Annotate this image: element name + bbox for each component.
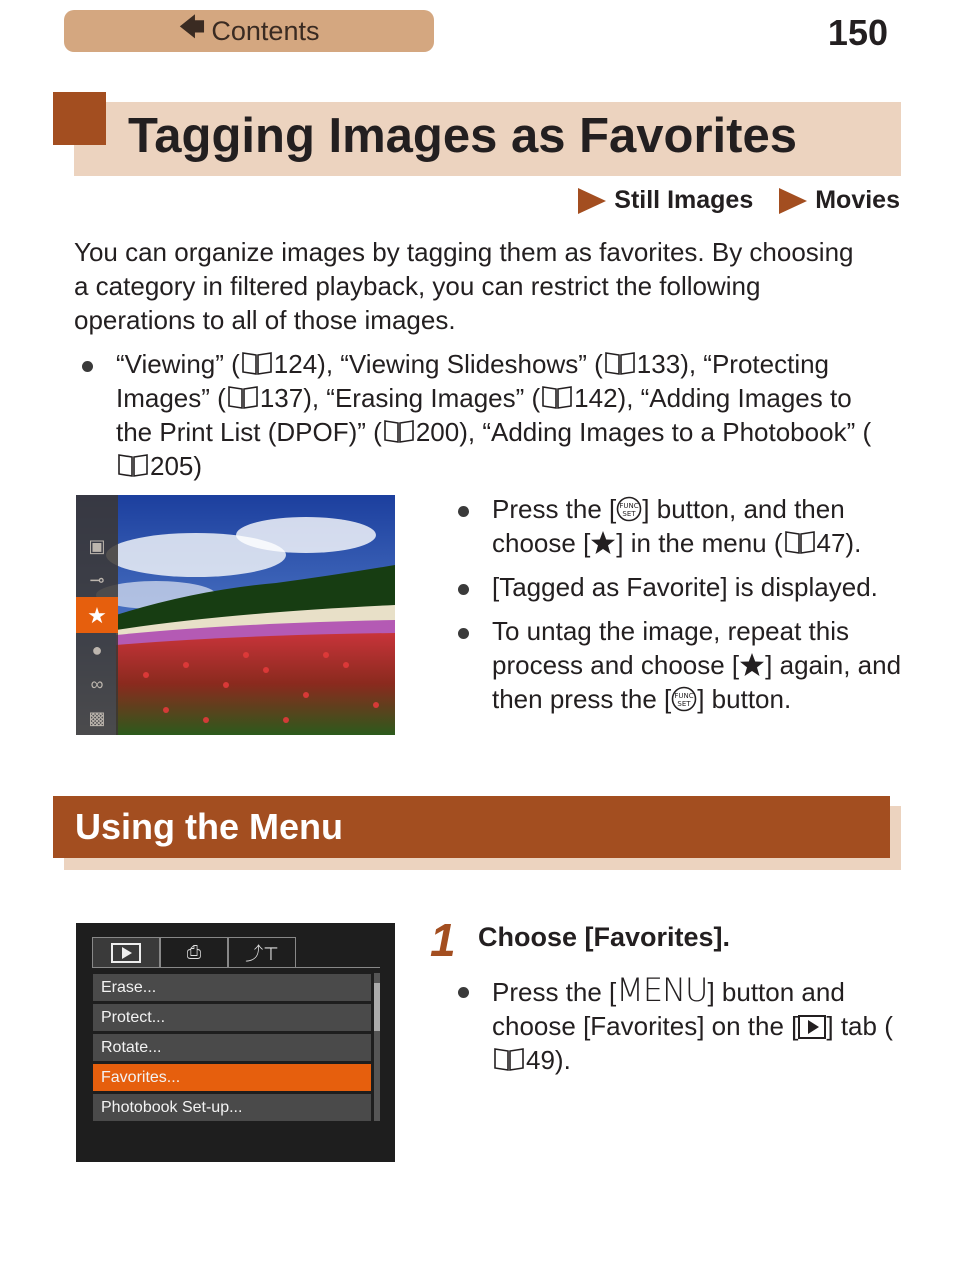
page-ref-link[interactable]: 142 [574,383,618,413]
text-run: ), “Adding Images to a Photobook” ( [459,417,872,447]
applies-movies [779,186,900,215]
page-ref-link[interactable]: 124 [273,349,318,379]
text-run: ), “Protecting Images” ( [116,349,830,413]
page-ref-link[interactable]: 200 [415,417,460,447]
text-run: ), “Viewing Slideshows” ( [317,349,603,379]
list-item [450,570,910,604]
applies-still-images [578,186,753,215]
text-run: “Viewing” ( [116,349,240,379]
wrench-icon: ⤴⊤ [245,943,279,964]
slideshow-icon[interactable]: ▩ [88,707,106,728]
speech-bubble-icon[interactable]: ● [91,639,103,660]
text-run: ] button, and then choose [ [492,494,845,558]
text-run: ). [845,528,862,558]
step-number: 1 [430,914,456,966]
page-ref-link[interactable]: 133 [636,349,681,379]
page-ref-link[interactable]: 49 [526,1045,555,1075]
book-icon [383,418,415,444]
text-run: Press the [ [492,494,617,524]
text-run: ), “Erasing Images” ( [303,383,541,413]
instructions-step1 [450,973,910,1077]
playback-tab-icon [798,1015,826,1039]
tab-setup[interactable] [228,937,296,967]
text-run: ] tab ( [826,1011,893,1041]
list-item [450,973,910,1077]
svg-text:FUNC: FUNC [619,502,639,510]
applies-to [552,186,900,215]
text-run: To untag the image, repeat this process and choose [ [492,616,850,680]
applies-label: Still Images [614,186,754,214]
contents-button[interactable] [64,10,434,52]
book-icon [493,1046,525,1072]
key-icon[interactable]: ⊸ [89,569,105,590]
menu-item-rotate[interactable]: Rotate... [93,1034,371,1061]
text-run: ] button. [697,684,792,714]
svg-text:SET: SET [622,510,636,518]
function-side-menu [76,495,118,735]
list-item [74,347,894,483]
svg-text:SET: SET [677,700,691,708]
star-icon [590,530,616,556]
contents-label: Contents [211,15,320,46]
title-accent-square [53,92,106,145]
page-number: 150 [827,12,888,53]
rotate-view-icon[interactable]: ▣ [88,535,106,556]
svg-text:FUNC: FUNC [674,692,694,700]
list-item [450,492,910,560]
tab-divider [92,967,380,968]
text-run: ), “Adding Images to the Print List (DPOF)” ( [116,383,852,447]
tab-playback[interactable] [92,937,160,967]
text-run: [Tagged as Favorite] is displayed. [492,572,878,602]
text-run: ) [193,451,203,481]
operations-list [74,347,894,483]
book-icon [784,529,816,555]
page-ref-link[interactable]: 137 [259,383,304,413]
page-title: Tagging Images as Favorites [128,109,797,163]
func-set-button-icon [671,686,697,712]
func-set-button-icon [616,496,642,522]
menu-scroll-thumb[interactable] [374,983,380,1031]
page-ref-link[interactable]: 205 [150,451,194,481]
book-icon [241,350,273,376]
star-icon [739,652,765,678]
tab-print[interactable] [160,937,228,967]
print-icon: ⎙ [186,942,202,962]
page-ref-link[interactable]: 47 [816,528,846,558]
text-run: ] in the menu ( [616,528,783,558]
binoculars-icon[interactable]: ∞ [90,673,104,694]
book-icon [604,350,636,376]
text-run: ] button and choose [Favorites] on the [ [492,977,845,1041]
instructions-top [450,492,910,726]
book-icon [227,384,259,410]
list-item [450,614,910,716]
applies-label: Movies [815,186,900,214]
camera-screen-photo [76,495,395,735]
text-run: Press the [ [492,977,617,1007]
landscape-photo [76,495,395,735]
menu-button-icon: MENU [616,971,708,1009]
triangle-marker-icon [578,188,606,214]
book-icon [117,452,149,478]
intro-paragraph: You can organize images by tagging them as favorites. By choosing a category in filtered playback, you can restrict the following operations to all of those images. [74,237,854,335]
section-title: Using the Menu [75,806,343,847]
menu-item-protect[interactable]: Protect... [93,1004,371,1031]
back-arrow-icon: 🡄 [178,12,206,42]
step-title: Choose [Favorites]. [478,922,731,952]
menu-item-erase[interactable]: Erase... [93,974,371,1001]
text-run: ). [554,1045,571,1075]
menu-item-favorites[interactable]: Favorites... [93,1064,371,1091]
text-run: ] again, and then press the [ [492,650,902,714]
book-icon [541,384,573,410]
star-icon[interactable]: ★ [87,603,107,628]
playback-icon [111,943,141,963]
camera-screen-menu [76,923,395,1162]
triangle-marker-icon [779,188,807,214]
menu-item-photobook[interactable]: Photobook Set-up... [93,1094,371,1121]
